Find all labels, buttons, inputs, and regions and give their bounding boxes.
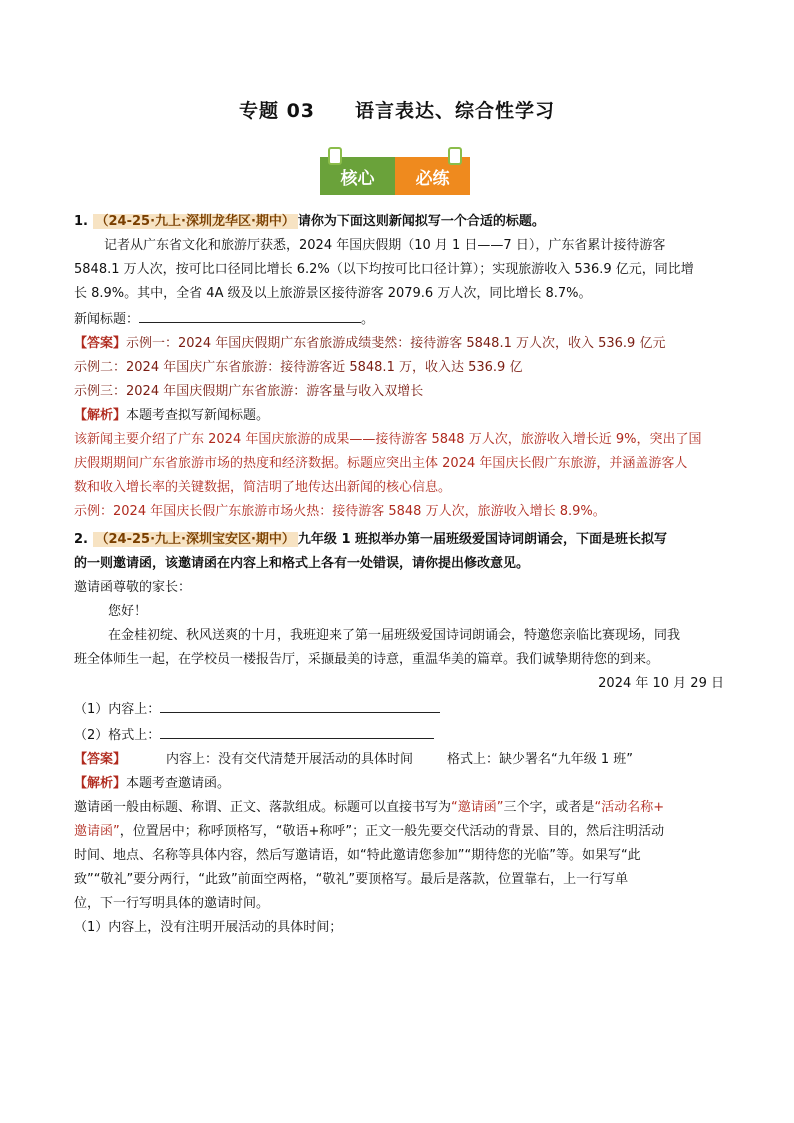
badge-right: 必练 [395, 157, 470, 195]
question-number: 1. [74, 214, 88, 229]
answer-blank[interactable] [160, 722, 434, 739]
question-1-header [74, 210, 724, 234]
section-badge [320, 157, 470, 195]
analysis-tag: 【解析】 [74, 776, 127, 791]
answer-line: 【答案】示例一：2024 年国庆假期广东省旅游成绩斐然：接待游客 5848.1 万人次，收入 536.9 亿元 [74, 336, 666, 351]
answer-tag: 【答案】 [74, 336, 127, 351]
letter-heading: 邀请函尊敬的家长： [74, 580, 192, 595]
answer-blank[interactable] [139, 306, 361, 323]
analysis-text: 邀请函”，位置居中；称呼顶格写，“敬语+称呼”；正文一般先要交代活动的背景、目的，然后注明活动 [74, 824, 665, 839]
question-prompt: 的一则邀请函，该邀请函在内容上和格式上各有一处错误，请你提出修改意见。 [74, 556, 530, 571]
page-title [0, 96, 794, 123]
question-2-header: 2. （24-25·九上·深圳宝安区·期中） 九年级 1 班拟举办第一届班级爱国诗词朗诵会，下面是班长拟写 [74, 532, 668, 547]
question-source-tag: （24-25·九上·深圳宝安区·期中） [93, 532, 298, 547]
paper-clip-icon [448, 147, 462, 165]
analysis-text: 位，下一行写明具体的邀请时间。 [74, 896, 270, 911]
analysis-text: （1）内容上，没有注明开展活动的具体时间； [74, 920, 343, 935]
question-prompt: 请你为下面这则新闻拟写一个合适的标题。 [297, 214, 545, 229]
analysis-text: 示例：2024 年国庆长假广东旅游市场火热：接待游客 5848 万人次，旅游收入增长 8.9%。 [74, 504, 606, 519]
analysis-line: 【解析】本题考查邀请函。 [74, 776, 231, 791]
title-topic-number: 专题 03 [238, 100, 316, 122]
news-paragraph: 记者从广东省文化和旅游厅获悉，2024 年国庆假期（10 月 1 日——7 日），广东省累计接待游客 [104, 238, 666, 253]
analysis-text: 邀请函一般由标题、称谓、正文、落款组成。标题可以直接书写为“邀请函”三个字，或者是“活动名称+ [74, 800, 665, 815]
analysis-line: 【解析】本题考查拟写新闻标题。 [74, 408, 270, 423]
document-body [74, 210, 724, 940]
sub-question-1: （1）内容上： [74, 696, 724, 722]
answer-line: 【答案】 内容上：没有交代清楚开展活动的具体时间 格式上：缺少署名“九年级 1 班” [74, 752, 634, 767]
answer-tag: 【答案】 [74, 752, 127, 767]
letter-body: 在金桂初绽、秋风送爽的十月，我班迎来了第一届班级爱国诗词朗诵会，特邀您亲临比赛现场，同我 [108, 628, 681, 643]
question-number: 2. [74, 532, 88, 547]
analysis-text: 时间、地点、名称等具体内容，然后写邀请语，如“特此邀请您参加”“期待您的光临”等。如果写“此 [74, 848, 641, 863]
sub-question-2: （2）格式上： [74, 722, 724, 748]
title-topic-name: 语言表达、综合性学习 [355, 100, 556, 122]
analysis-text: 该新闻主要介绍了广东 2024 年国庆旅游的成果——接待游客 5848 万人次，旅游收入增长近 9%，突出了国 [74, 432, 702, 447]
analysis-text: 致”“敬礼”要分两行，“此致”前面空两格，“敬礼”要顶格写。最后是落款，位置靠右，上一行写单 [74, 872, 629, 887]
letter-body: 班全体师生一起，在学校员一楼报告厅，采撷最美的诗意，重温华美的篇章。我们诚挚期待您的到来。 [74, 652, 660, 667]
badge-left: 核心 [320, 157, 395, 195]
news-title-line: 新闻标题： 。 [74, 306, 724, 332]
letter-greeting: 您好！ [108, 604, 148, 619]
question-source-tag: （24-25·九上·深圳龙华区·期中） [93, 214, 298, 229]
analysis-text: 庆假期期间广东省旅游市场的热度和经济数据。标题应突出主体 2024 年国庆长假广东旅游，并涵盖游客人 [74, 456, 688, 471]
answer-blank[interactable] [160, 696, 440, 713]
answer-line: 示例二：2024 年国庆广东省旅游：接待游客近 5848.1 万，收入达 536.9 亿 [74, 360, 523, 375]
paper-clip-icon [328, 147, 342, 165]
answer-line: 示例三：2024 年国庆假期广东省旅游：游客量与收入双增长 [74, 384, 424, 399]
analysis-tag: 【解析】 [74, 408, 127, 423]
analysis-text: 数和收入增长率的关键数据，简洁明了地传达出新闻的核心信息。 [74, 480, 452, 495]
letter-date: 2024 年 10 月 29 日 [598, 676, 724, 691]
news-paragraph: 长 8.9%。其中，全省 4A 级及以上旅游景区接待游客 2079.6 万人次，同比增长 8.7%。 [74, 286, 592, 301]
news-paragraph: 5848.1 万人次，按可比口径同比增长 6.2%（以下均按可比口径计算）；实现旅游收入 536.9 亿元，同比增 [74, 262, 694, 277]
